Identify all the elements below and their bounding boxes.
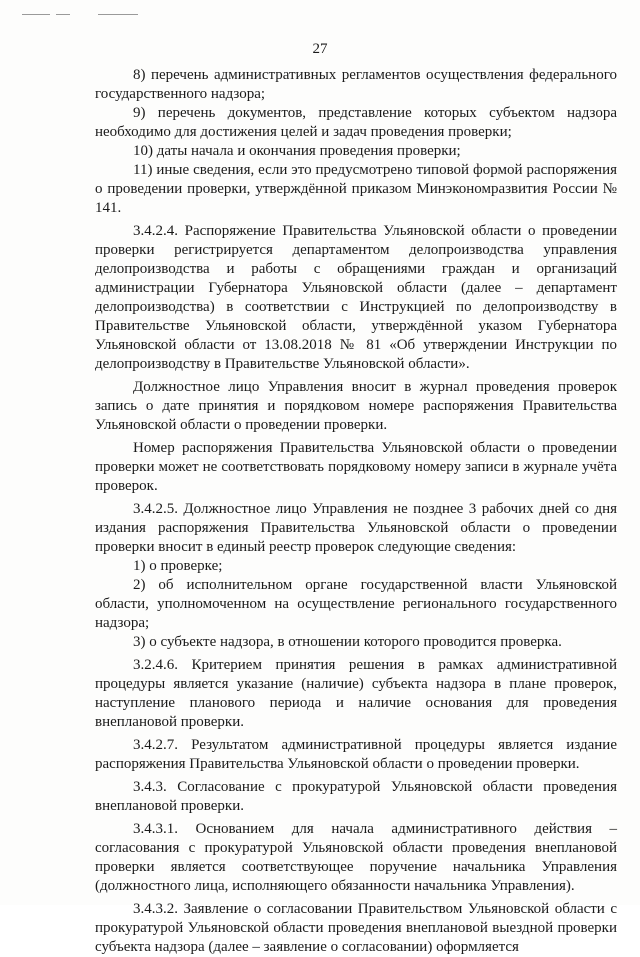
document-body bbox=[95, 66, 617, 957]
list-item-2: 2) об исполнительном органе государственной власти Ульяновской области, уполномоченном на осуществление регионального государственного надзора; bbox=[95, 577, 617, 631]
scan-artifact bbox=[22, 14, 50, 15]
clause-3-4-2-5: 3.4.2.5. Должностное лицо Управления не позднее 3 рабочих дней со дня издания распоряжения Правительства Ульяновской области о проведении проверки вносит в единый реестр проверок следующие сведения: bbox=[95, 501, 617, 555]
scan-artifact bbox=[98, 14, 138, 15]
clause-3-4-3-2: 3.4.3.2. Заявление о согласовании Правительством Ульяновской области с прокуратурой Ульяновской области проведения внеплановой выездной проверки субъекта надзора (далее – заявление о согласовании) оформляется bbox=[95, 901, 617, 955]
paragraph-journal-entry: Должностное лицо Управления вносит в журнал проведения проверок запись о дате принятия и порядковом номере распоряжения Правительства Ульяновской области о проведении проверки. bbox=[95, 379, 617, 433]
list-item-10: 10) даты начала и окончания проведения проверки; bbox=[133, 143, 461, 159]
paragraph-order-number: Номер распоряжения Правительства Ульяновской области о проведении проверки может не соответствовать порядковому номеру записи в журнале учёта проверок. bbox=[95, 440, 617, 494]
section-3-4-3: 3.4.3. Согласование с прокуратурой Ульяновской области проведения внеплановой проверки. bbox=[95, 779, 617, 814]
clause-3-4-2-7: 3.4.2.7. Результатом административной процедуры является издание распоряжения Правительства Ульяновской области о проведении проверки. bbox=[95, 737, 617, 772]
page-number: 27 bbox=[312, 41, 328, 57]
list-item-9: 9) перечень документов, представление которых субъектом надзора необходимо для достижения целей и задач проведения проверки; bbox=[95, 105, 617, 140]
list-item-8: 8) перечень административных регламентов осуществления федерального государственного надзора; bbox=[95, 67, 617, 102]
clause-3-2-4-6: 3.2.4.6. Критерием принятия решения в рамках административной процедуры является указание (наличие) субъекта надзора в плане проверок, наступление планового периода и наличие основания для проведения внеплановой проверки. bbox=[95, 657, 617, 730]
clause-3-4-3-1: 3.4.3.1. Основанием для начала административного действия – согласования с прокуратурой Ульяновской области проведения внеплановой проверки является соответствующее поручение начальника Управления (должностного лица, исполняющего обязанности начальника Управления). bbox=[95, 821, 617, 894]
list-item-1: 1) о проверке; bbox=[133, 558, 223, 574]
list-item-11: 11) иные сведения, если это предусмотрено типовой формой распоряжения о проведении проверки, утверждённой приказом Минэкономразвития России № 141. bbox=[95, 162, 617, 216]
list-item-3: 3) о субъекте надзора, в отношении которого проводится проверка. bbox=[133, 634, 562, 650]
clause-3-4-2-4: 3.4.2.4. Распоряжение Правительства Ульяновской области о проведении проверки регистрируется департаментом делопроизводства управления делопроизводства и работы с обращениями граждан и организаций администрации Губернатора Ульяновской области (далее – департамент делопроизводства) в соответствии с Инструкцией по делопроизводству в Правительстве Ульяновской области, утверждённой указом Губернатора Ульяновской области от 13.08.2018 № 81 «Об утверждении Инструкции по делопроизводству в Правительстве Ульяновской области». bbox=[95, 223, 617, 372]
scan-artifact bbox=[56, 14, 70, 15]
